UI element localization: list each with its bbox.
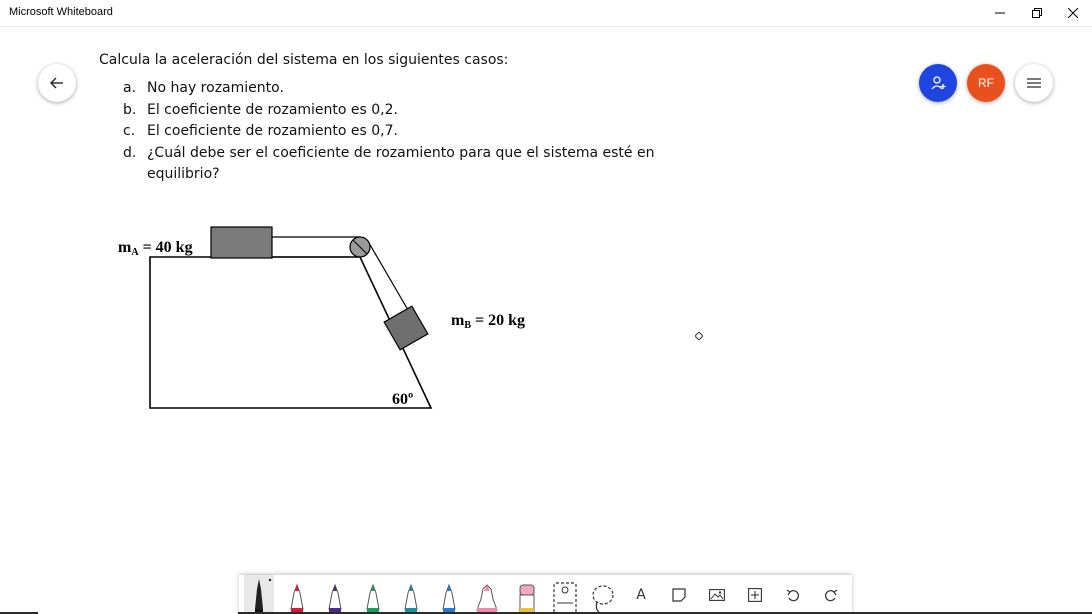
pen-green-tool[interactable] bbox=[355, 575, 391, 614]
note-tool[interactable] bbox=[661, 575, 697, 614]
close-icon bbox=[1068, 8, 1078, 18]
undo-icon bbox=[786, 588, 800, 602]
pen-blue-tool[interactable] bbox=[431, 575, 467, 614]
cursor-icon bbox=[695, 332, 703, 340]
pen-teal-tool[interactable] bbox=[393, 575, 429, 614]
title-bar bbox=[0, 0, 1092, 27]
list-item bbox=[99, 143, 659, 186]
pen-red-icon bbox=[285, 575, 309, 614]
text-icon: A bbox=[636, 586, 646, 603]
redo-icon bbox=[824, 588, 838, 602]
minimize-icon bbox=[995, 8, 1005, 18]
hamburger-menu-icon bbox=[1027, 78, 1041, 88]
restore-icon bbox=[1032, 8, 1042, 18]
pen-green-icon bbox=[361, 575, 385, 614]
mass-b-label: mB = 20 kg bbox=[451, 312, 526, 331]
problem-statement bbox=[99, 52, 659, 186]
item-letter: a. bbox=[123, 80, 137, 96]
pen-purple-tool[interactable] bbox=[317, 575, 353, 614]
pen-blue-icon bbox=[437, 575, 461, 614]
pen-black-icon bbox=[244, 575, 274, 614]
add-icon bbox=[748, 588, 762, 602]
image-tool[interactable] bbox=[699, 575, 735, 614]
ruler-icon bbox=[551, 575, 579, 614]
arrow-left-icon bbox=[50, 77, 64, 89]
invite-button[interactable] bbox=[919, 64, 957, 102]
inking-toolbar bbox=[239, 575, 852, 614]
item-text: No hay rozamiento. bbox=[147, 80, 284, 96]
pen-teal-icon bbox=[399, 575, 423, 614]
item-letter: b. bbox=[123, 101, 137, 118]
item-letter: d. bbox=[123, 144, 137, 161]
back-button[interactable] bbox=[38, 64, 76, 102]
highlighter-tool[interactable] bbox=[469, 575, 505, 614]
text-tool[interactable] bbox=[623, 575, 659, 614]
item-letter: c. bbox=[123, 123, 136, 139]
note-icon bbox=[672, 588, 686, 602]
menu-button[interactable] bbox=[1015, 64, 1053, 102]
pen-purple-icon bbox=[323, 575, 347, 614]
block-a bbox=[211, 227, 272, 258]
item-text: El coeficiente de rozamiento es 0,7. bbox=[147, 123, 398, 139]
insert-tool[interactable] bbox=[737, 575, 773, 614]
restore-button[interactable] bbox=[1019, 0, 1055, 26]
list-item bbox=[99, 100, 659, 122]
mass-a-label: mA = 40 kg bbox=[118, 239, 193, 258]
item-text: El coeficiente de rozamiento es 0,2. bbox=[147, 101, 398, 118]
lasso-tool[interactable] bbox=[585, 575, 621, 614]
eraser-tool[interactable] bbox=[509, 575, 545, 614]
problem-intro: Calcula la aceleración del sistema en los siguientes casos: bbox=[99, 52, 509, 68]
minimize-button[interactable] bbox=[982, 0, 1018, 26]
lasso-icon bbox=[589, 575, 617, 614]
ruler-tool[interactable] bbox=[547, 575, 583, 614]
undo-button[interactable] bbox=[775, 575, 811, 614]
pen-black-tool[interactable] bbox=[241, 575, 277, 614]
app-title: Microsoft Whiteboard bbox=[9, 6, 113, 18]
highlighter-icon bbox=[473, 575, 501, 614]
avatar-initials: RF bbox=[978, 76, 994, 90]
pulley-diagram[interactable] bbox=[110, 220, 550, 420]
item-text: ¿Cuál debe ser el coeficiente de rozamiento para que el sistema esté en equilibrio? bbox=[147, 144, 655, 182]
eraser-icon bbox=[515, 575, 539, 614]
image-icon bbox=[709, 589, 725, 601]
incline-body bbox=[150, 257, 431, 408]
redo-button[interactable] bbox=[813, 575, 849, 614]
pen-red-tool[interactable] bbox=[279, 575, 315, 614]
add-person-icon bbox=[930, 75, 946, 91]
avatar[interactable] bbox=[967, 64, 1005, 102]
list-item bbox=[99, 78, 659, 100]
problem-list bbox=[99, 78, 659, 186]
close-button[interactable] bbox=[1055, 0, 1091, 26]
list-item bbox=[99, 121, 659, 143]
angle-label: 60º bbox=[392, 391, 414, 408]
